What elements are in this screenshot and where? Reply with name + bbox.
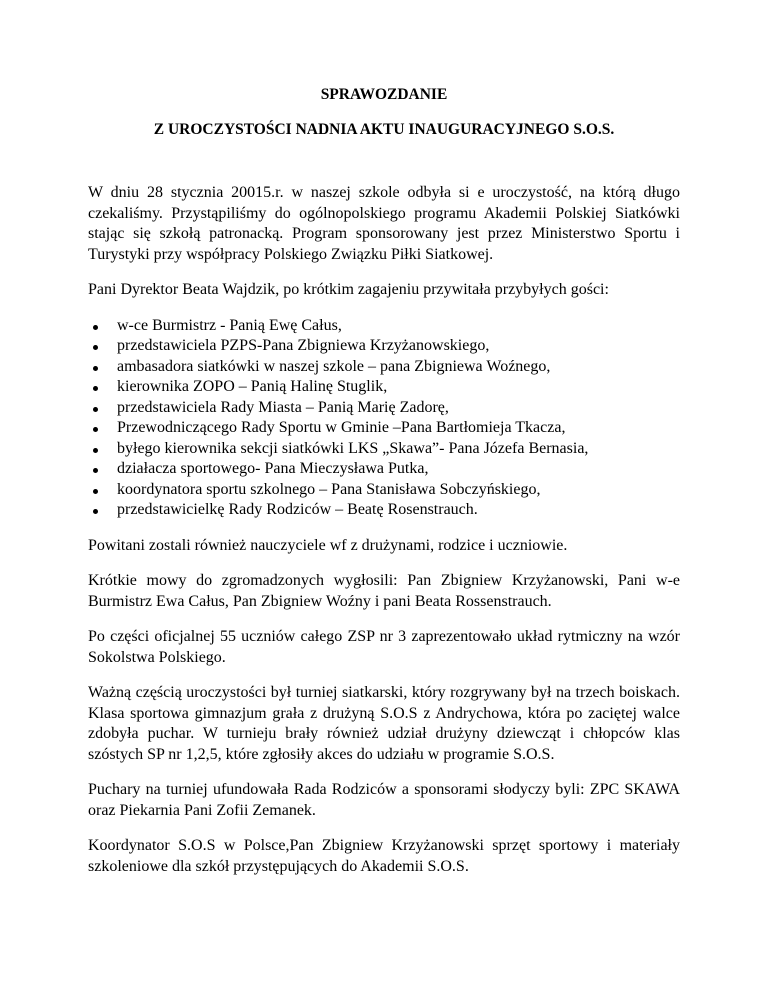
document-title: SPRAWOZDANIE (320, 86, 448, 103)
list-item (88, 336, 680, 357)
intro-paragraph: W dniu 28 stycznia 20015.r. w naszej szkole odbyła si e uroczystość, na którą długo czekaliśmy. Przystąpiliśmy do ogólnopolskiego programu Akademii Polskiej Siatkówki stając się szkołą patronacką. Program sponsorowany jest przez Ministerstwo Sportu i Turystyki przy współpracy Polskiego Związku Piłki Siatkowej. (88, 184, 680, 263)
document-body (88, 183, 680, 892)
sponsors-paragraph: Puchary na turniej ufundowała Rada Rodziców a sponsorami słodyczy byli: ZPC SKAWA oraz Piekarnia Pani Zofii Zemanek. (88, 781, 680, 819)
bullet-icon (93, 366, 98, 371)
coordinator-paragraph: Koordynator S.O.S w Polsce,Pan Zbigniew Krzyżanowski sprzęt sportowy i materiały szkoleniowe dla szkół przystępujących do Akademii S.O.S. (88, 837, 680, 875)
teachers-paragraph: Powitani zostali również nauczyciele wf z drużynami, rodzice i uczniowie. (88, 536, 568, 554)
speeches-paragraph: Krótkie mowy do zgromadzonych wygłosili: Pan Zbigniew Krzyżanowski, Pani w-e Burmistrz Ewa Całus, Pan Zbigniew Woźny i pani Beata Rossenstrauch. (88, 572, 680, 610)
bullet-icon (93, 345, 98, 350)
list-item (88, 418, 680, 439)
guest-text: przedstawicielkę Rady Rodziców – Beatę Rosenstrauch. (117, 501, 478, 518)
welcome-paragraph: Pani Dyrektor Beata Wajdzik, po krótkim zagajeniu przywitała przybyłych gości: (88, 281, 609, 298)
list-item (88, 439, 680, 460)
bullet-icon (93, 386, 98, 391)
performance-paragraph: Po części oficjalnej 55 uczniów całego ZSP nr 3 zaprezentowało układ rytmiczny na wzór Sokolstwa Polskiego. (88, 628, 680, 666)
list-item (88, 500, 680, 521)
guest-text: koordynatora sportu szkolnego – Pana Stanisława Sobczyńskiego, (117, 480, 541, 498)
guest-text: działacza sportowego- Pana Mieczysława Putka, (117, 460, 429, 477)
bullet-icon (93, 325, 98, 330)
bullet-icon (93, 468, 98, 473)
bullet-icon (93, 509, 98, 514)
tournament-paragraph: Ważną częścią uroczystości był turniej siatkarski, który rozgrywany był na trzech boiskach. Klasa sportowa gimnazjum grała z drużyną S.O.S z Andrychowa, która po zaciętej walce zdobyła puchar. W turnieju brały również udział drużyny dziewcząt i chłopców klas szóstych SP nr 1,2,5, które zgłosiły akces do udziału w programie S.O.S. (88, 684, 680, 763)
guest-text: w-ce Burmistrz - Panią Ewę Całus, (117, 316, 342, 334)
list-item (88, 480, 680, 501)
bullet-icon (93, 448, 98, 453)
bullet-icon (93, 427, 98, 432)
list-item (88, 316, 680, 337)
guest-text: Przewodniczącego Rady Sportu w Gminie –Pana Bartłomieja Tkacza, (117, 419, 566, 436)
guest-text: ambasadora siatkówki w naszej szkole – pana Zbigniewa Woźnego, (117, 357, 551, 375)
list-item (88, 377, 680, 398)
list-item (88, 398, 680, 419)
bullet-icon (93, 407, 98, 412)
list-item (88, 459, 680, 480)
list-item (88, 357, 680, 378)
guest-text: przedstawiciela Rady Miasta – Panią Marię Zadorę, (117, 398, 449, 416)
guest-text: byłego kierownika sekcji siatkówki LKS „Skawa”- Pana Józefa Bernasia, (117, 439, 589, 457)
guest-text: przedstawiciela PZPS-Pana Zbigniewa Krzyżanowskiego, (117, 337, 490, 354)
bullet-icon (93, 489, 98, 494)
guest-text: kierownika ZOPO – Panią Halinę Stuglik, (117, 378, 388, 395)
document-subtitle: Z UROCZYSTOŚCI NADNIA AKTU INAUGURACYJNEGO S.O.S. (153, 121, 615, 138)
guest-list (88, 316, 680, 521)
